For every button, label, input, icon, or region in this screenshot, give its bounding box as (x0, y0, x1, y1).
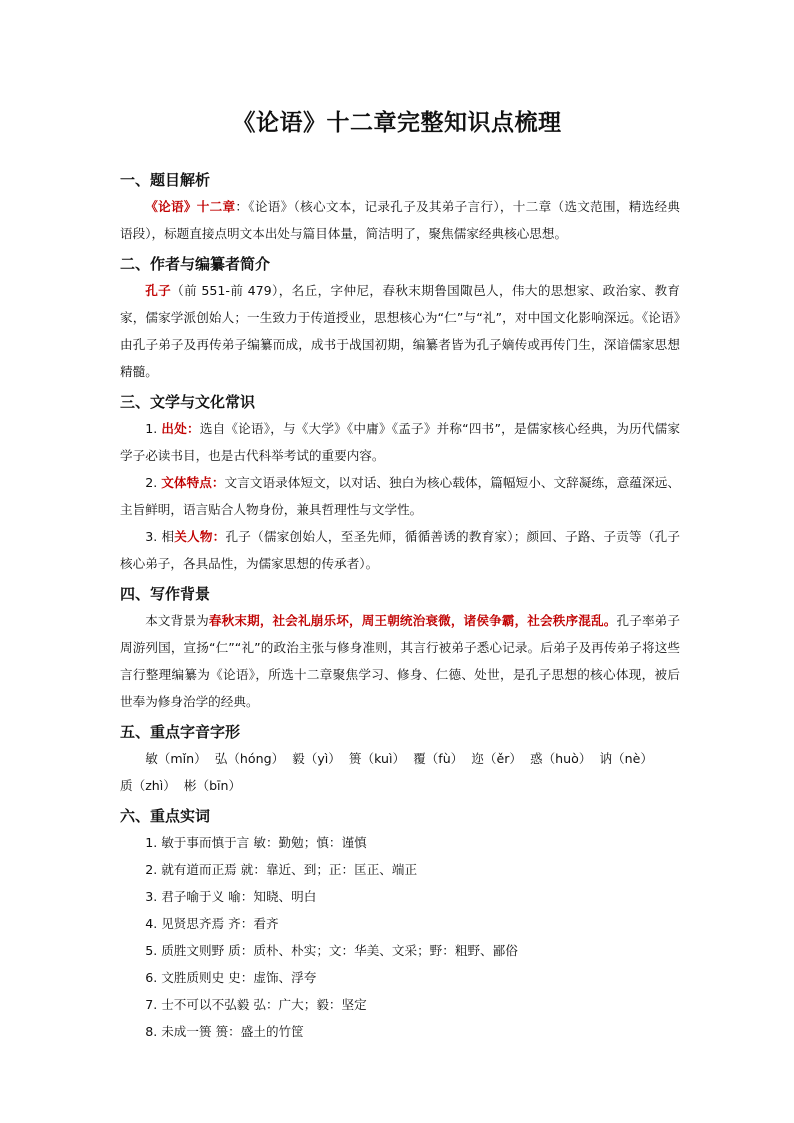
list-item: 1. 敏于事而慎于言 敏：勤勉；慎：谨慎 (145, 835, 367, 850)
pronunciation-line: 敏（mǐn） 弘（hóng） 毅（yì） 篑（kuì） 覆（fù） 迩（ěr） 惑（huò） 讷（nè） (145, 751, 653, 766)
list-item: 4. 见贤思齐焉 齐：看齐 (145, 916, 279, 931)
body-text: ：《论语》（核心文本，记录孔子及其弟子言行），十二章（选文范围，精选经典语段），标题直接点明文本出处与篇目体量，简洁明了，聚焦儒家经典核心思想。 (120, 199, 680, 241)
section-heading-author: 二、作者与编纂者简介 (120, 255, 271, 273)
body-text: 孔子（儒家创始人，至圣先师，循循善诱的教育家）；颜回、子路、子贡等（孔子核心弟子，各具品性，为儒家思想的传承者）。 (120, 529, 681, 571)
highlight-text: 出处： (161, 421, 200, 436)
prefix-text: 相 (161, 529, 175, 544)
list-item: 3. 君子喻于义 喻：知晓、明白 (145, 889, 317, 904)
document-body (120, 163, 680, 1045)
section-heading-title-analysis: 一、题目解析 (120, 171, 211, 189)
highlight-text: 《论语》十二章 (145, 199, 236, 214)
body-text: 文言文语录体短文，以对话、独白为核心载体，篇幅短小、文辞凝练，意蕴深远、主旨鲜明，语言贴合人物身份，兼具哲理性与文学性。 (120, 475, 680, 517)
list-item (120, 523, 680, 577)
body-text: 选自《论语》，与《大学》《中庸》《孟子》并称“四书”，是儒家核心经典，为历代儒家学子必读书目，也是古代科举考试的重要内容。 (120, 421, 680, 463)
body-text: 孔子率弟子周游列国，宣扬“仁”“礼”的政治主张与修身准则，其言行被弟子悉心记录。后弟子及再传弟子将这些言行整理编纂为《论语》，所选十二章聚焦学习、修身、仁德、处世，是孔子思想的核心体现，被后世奉为修身治学的经典。 (120, 613, 681, 709)
key-words-list (120, 829, 680, 1045)
paragraph-title-analysis (120, 193, 680, 247)
highlight-text: 春秋末期，社会礼崩乐坏，周王朝统治衰微，诸侯争霸，社会秩序混乱。 (208, 613, 617, 628)
list-item: 6. 文胜质则史 史：虚饰、浮夸 (145, 970, 317, 985)
body-text: （前 551-前 479），名丘，字仲尼，春秋末期鲁国陬邑人，伟大的思想家、政治家、教育家，儒家学派创始人；一生致力于传道授业，思想核心为“仁”与“礼”，对中国文化影响深远。《论语》由孔子弟子及再传弟子编纂而成，成书于战国初期，编纂者皆为孔子嫡传或再传门生，深谙儒家思想精髓。 (120, 283, 681, 379)
list-item: 8. 未成一篑 篑：盛土的竹筐 (145, 1024, 304, 1039)
paragraph-author (120, 277, 680, 385)
list-item: 5. 质胜文则野 质：质朴、朴实；文：华美、文采；野：粗野、鄙俗 (145, 943, 518, 958)
list-item: 7. 士不可以不弘毅 弘：广大；毅：坚定 (145, 997, 367, 1012)
paragraph-background (120, 607, 680, 715)
highlight-text: 孔子 (145, 283, 172, 298)
highlight-text: 文体特点： (161, 475, 225, 490)
pronunciation-line: 质（zhì） 彬（bīn） (120, 778, 242, 793)
section-heading-background: 四、写作背景 (120, 585, 211, 603)
item-number: 2. (145, 475, 158, 490)
section-heading-pronunciation: 五、重点字音字形 (120, 723, 241, 741)
highlight-text: 关人物： (174, 529, 226, 544)
section-heading-key-words: 六、重点实词 (120, 807, 211, 825)
section-heading-literary-knowledge: 三、文学与文化常识 (120, 393, 256, 411)
page-title: 《论语》十二章完整知识点梳理 (232, 110, 562, 136)
list-item: 2. 就有道而正焉 就：靠近、到；正：匡正、端正 (145, 862, 418, 877)
body-text: 本文背景为 (145, 613, 209, 628)
list-item (120, 415, 680, 469)
item-number: 1. (145, 421, 158, 436)
item-number: 3. (145, 529, 158, 544)
list-item (120, 469, 680, 523)
